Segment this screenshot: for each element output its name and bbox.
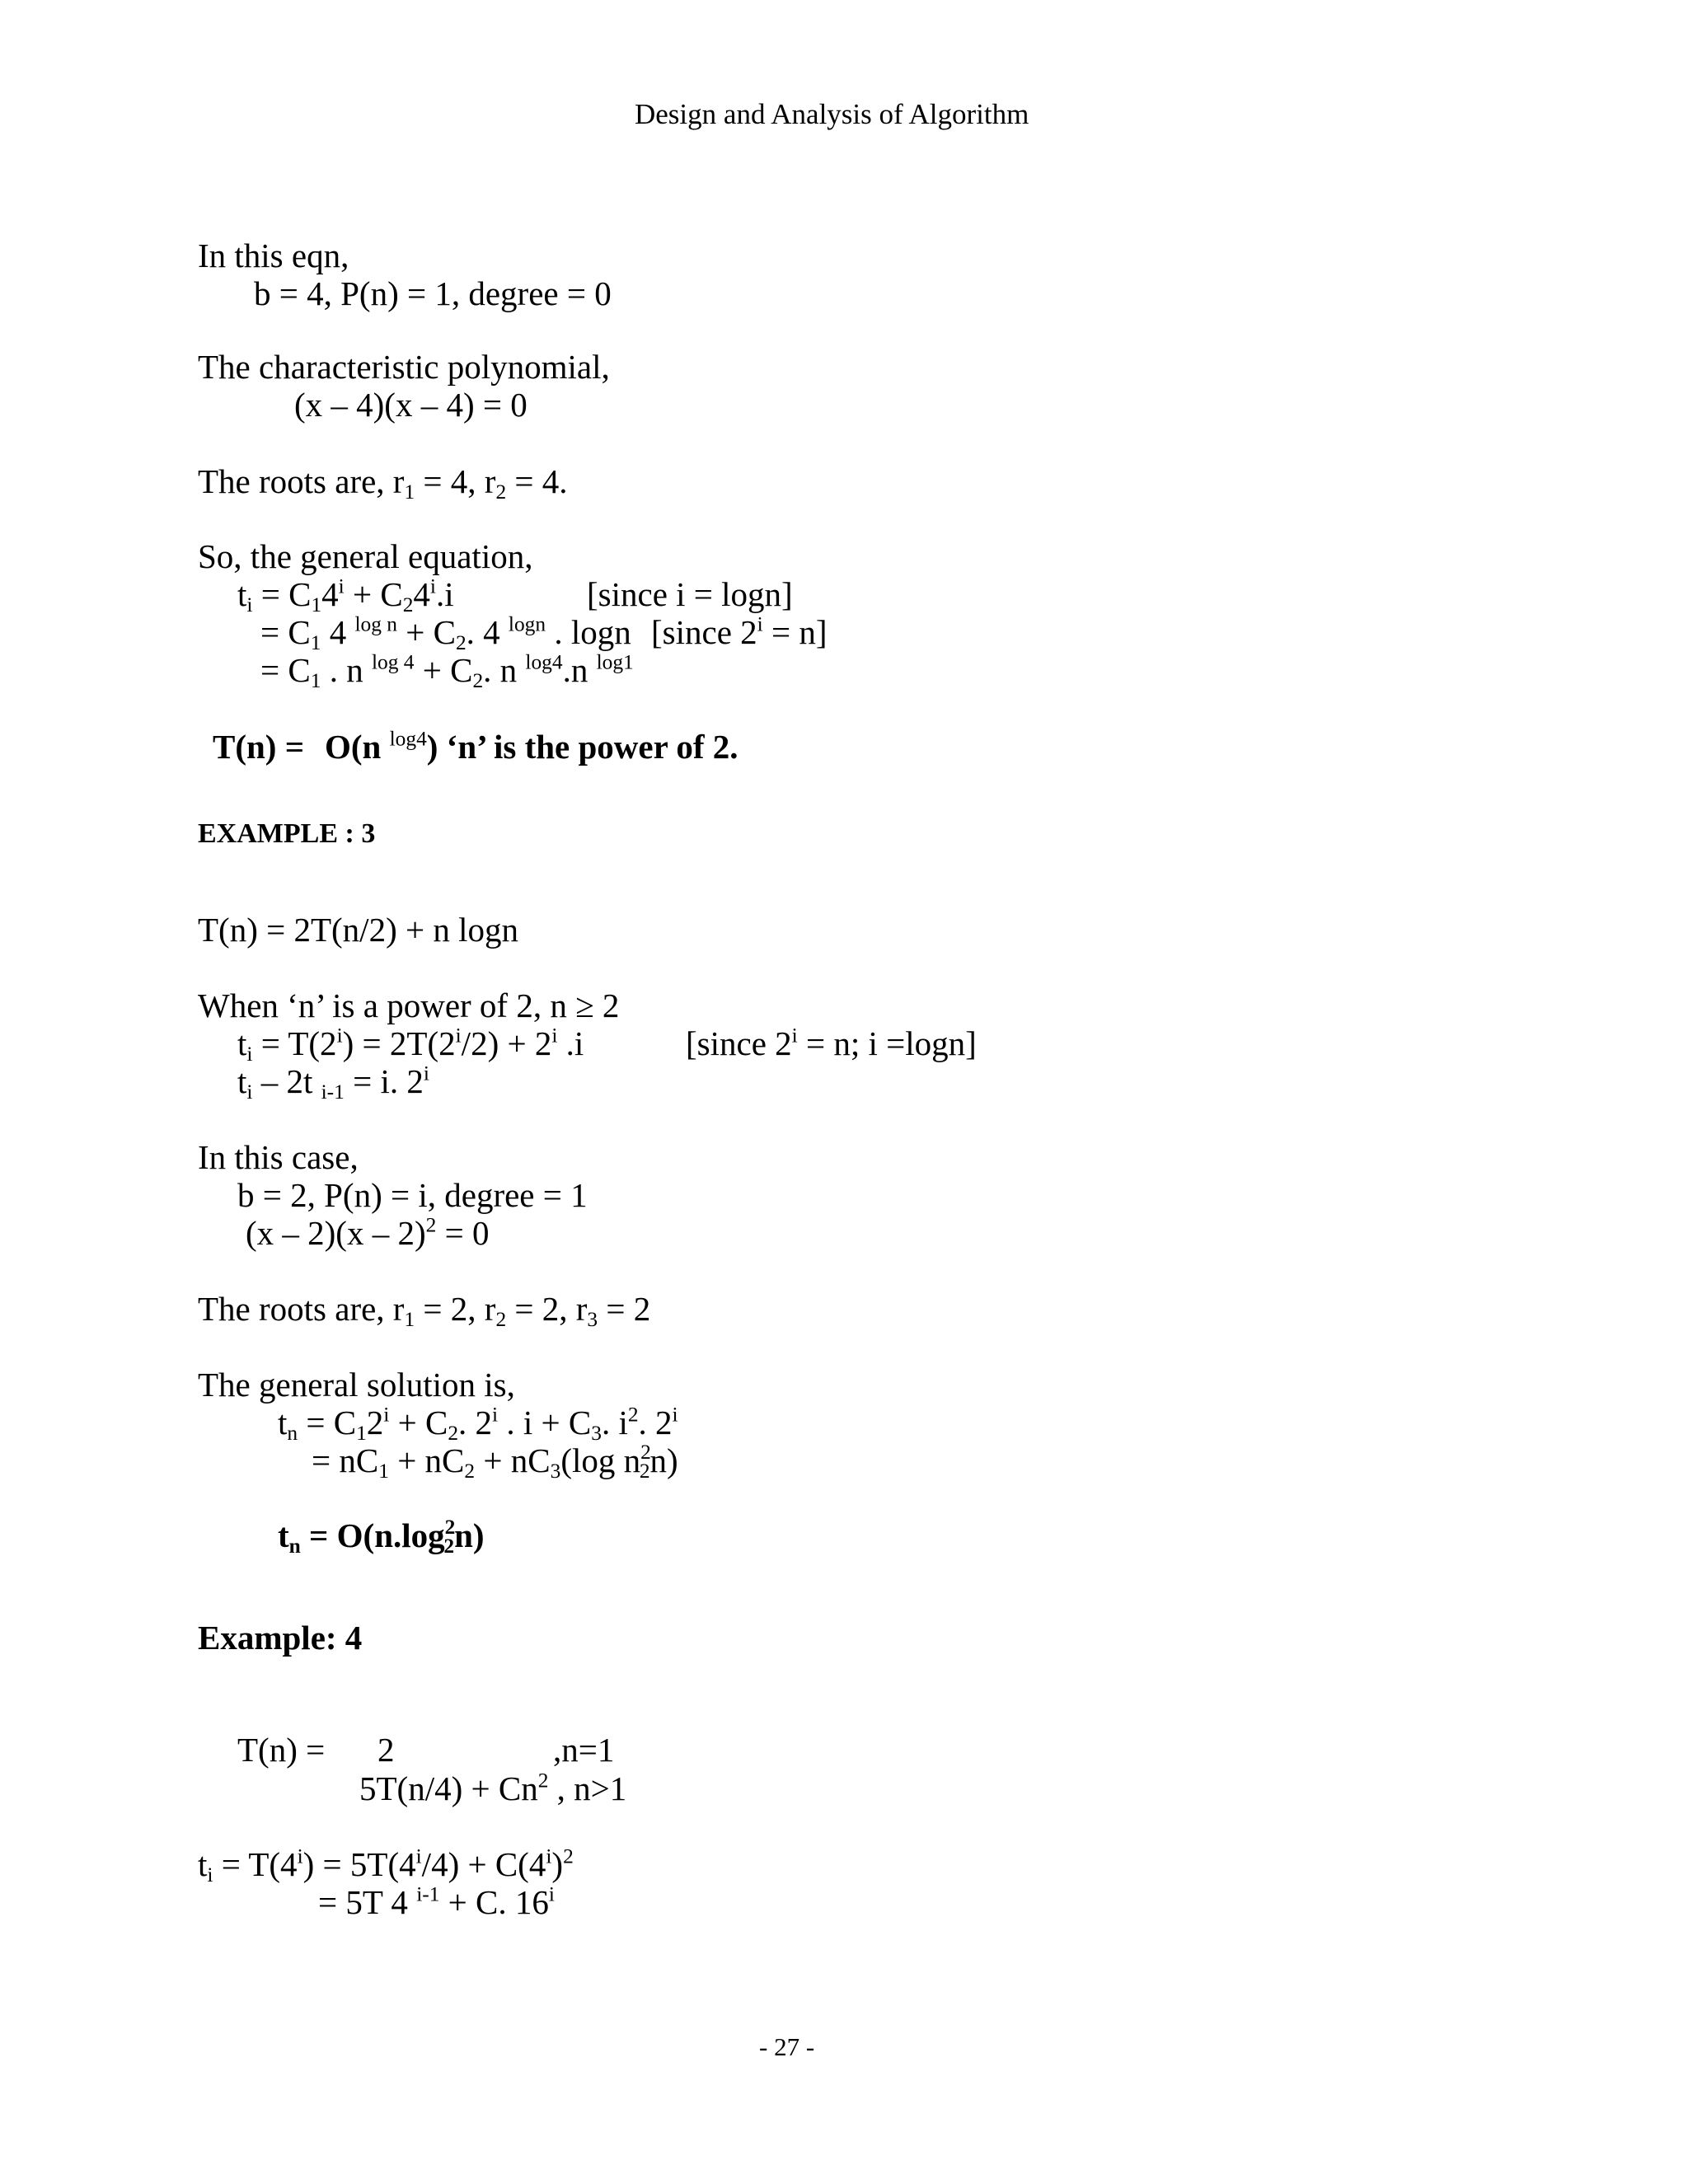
text: The roots are, r bbox=[198, 462, 405, 500]
text: (log n bbox=[560, 1441, 641, 1479]
text: + C bbox=[414, 651, 473, 689]
text: = 5T 4 bbox=[318, 1883, 417, 1921]
text-line: So, the general equation, bbox=[198, 537, 533, 575]
text: = C bbox=[252, 575, 312, 613]
text: 4 bbox=[321, 575, 339, 613]
subscript: 1 bbox=[356, 1422, 367, 1446]
superscript: i bbox=[415, 1844, 422, 1868]
subscript: 2 bbox=[464, 1460, 476, 1483]
subscript: 1 bbox=[404, 1308, 415, 1332]
superscript: log4 bbox=[525, 650, 563, 674]
subscript: 3 bbox=[587, 1308, 598, 1332]
text: The roots are, r bbox=[198, 1290, 405, 1328]
text: ) = 5T(4 bbox=[302, 1845, 416, 1883]
text: = 2, r bbox=[506, 1290, 588, 1328]
text: + nC bbox=[475, 1441, 551, 1479]
text: ) bbox=[551, 1845, 564, 1883]
text: + nC bbox=[388, 1441, 465, 1479]
superscript: i bbox=[455, 1024, 462, 1047]
text: + C bbox=[389, 1404, 448, 1441]
superscript: i bbox=[423, 1062, 429, 1085]
text: . i bbox=[601, 1404, 628, 1441]
superscript: i bbox=[336, 1024, 343, 1047]
equation-line bbox=[260, 650, 634, 693]
equation-line bbox=[359, 1769, 627, 1807]
result-line bbox=[278, 1516, 485, 1558]
equation-line bbox=[237, 1024, 584, 1066]
subscript: 2 bbox=[495, 480, 507, 504]
text: t bbox=[237, 1062, 247, 1100]
subscript: 2 bbox=[495, 1308, 507, 1332]
text: = i. 2 bbox=[344, 1062, 424, 1100]
text: = T(4 bbox=[213, 1845, 298, 1883]
superscript: i bbox=[297, 1844, 303, 1868]
text: .i bbox=[435, 575, 454, 613]
text: . logn bbox=[546, 613, 631, 651]
section-title: Example: 4 bbox=[198, 1619, 363, 1657]
superscript: log1 bbox=[596, 650, 634, 674]
subscript: 1 bbox=[311, 593, 322, 617]
text: + C bbox=[344, 575, 403, 613]
text: t bbox=[237, 575, 247, 613]
equation-line: (x – 4)(x – 4) = 0 bbox=[294, 386, 528, 424]
subscript: 2 bbox=[455, 631, 467, 655]
text: n) bbox=[649, 1441, 678, 1479]
text: . 4 bbox=[466, 613, 509, 651]
text: ) = 2T(2 bbox=[342, 1024, 456, 1062]
text: n) bbox=[454, 1516, 485, 1554]
text-line: In this eqn, bbox=[198, 237, 349, 274]
equation-line: T(n) = 2T(n/2) + n logn bbox=[198, 911, 518, 949]
text: = C bbox=[260, 651, 311, 689]
subscript: 2 bbox=[402, 593, 414, 617]
equation-line bbox=[198, 1844, 574, 1887]
text: t bbox=[278, 1516, 289, 1554]
text: = C bbox=[298, 1404, 357, 1441]
subscript: 1 bbox=[378, 1460, 389, 1483]
case-value: 2 bbox=[377, 1731, 395, 1769]
equation-line bbox=[312, 1441, 678, 1483]
superscript: 2 bbox=[627, 1403, 639, 1427]
superscript: i bbox=[548, 1882, 555, 1906]
text: /4) + C(4 bbox=[421, 1845, 546, 1883]
text: 2 bbox=[366, 1404, 384, 1441]
superscript: log 4 bbox=[371, 650, 415, 674]
text: ) ‘n’ is the power of 2. bbox=[426, 728, 738, 766]
text: O(n bbox=[325, 728, 390, 766]
text: = C bbox=[260, 613, 311, 651]
subscript: 2 bbox=[639, 1460, 650, 1483]
text: , n>1 bbox=[548, 1769, 627, 1807]
superscript: i bbox=[492, 1403, 499, 1427]
text: T(n) = bbox=[213, 728, 305, 766]
superscript: i bbox=[383, 1403, 390, 1427]
equation-lhs: T(n) = bbox=[237, 1731, 326, 1769]
text: .n bbox=[562, 651, 597, 689]
superscript: i bbox=[551, 1024, 558, 1047]
text-line bbox=[198, 462, 568, 504]
text: . i + C bbox=[498, 1404, 592, 1441]
page-number: - 27 - bbox=[759, 2032, 815, 2061]
subscript: 1 bbox=[310, 669, 321, 693]
text: 4 bbox=[321, 613, 355, 651]
text-line: The characteristic polynomial, bbox=[198, 348, 610, 386]
text: [since 2 bbox=[651, 613, 757, 651]
subscript: n bbox=[287, 1422, 298, 1446]
equation-line bbox=[237, 1062, 429, 1104]
superscript: i bbox=[338, 574, 345, 598]
subscript: 3 bbox=[591, 1422, 602, 1446]
subscript: 3 bbox=[550, 1460, 561, 1483]
text: (x – 2)(x – 2) bbox=[246, 1214, 426, 1252]
text: = 2, r bbox=[415, 1290, 496, 1328]
superscript: i-1 bbox=[416, 1882, 440, 1906]
text: . 2 bbox=[458, 1404, 493, 1441]
superscript: log n bbox=[354, 612, 397, 636]
text: = n] bbox=[762, 613, 828, 651]
text: = 2 bbox=[598, 1290, 651, 1328]
section-title: EXAMPLE : 3 bbox=[198, 818, 376, 849]
superscript: i bbox=[791, 1024, 798, 1047]
text: = n; i =logn] bbox=[797, 1024, 977, 1062]
text: t bbox=[237, 1024, 247, 1062]
superscript: 2 bbox=[640, 1441, 651, 1465]
text: . n bbox=[483, 651, 526, 689]
subscript: i-1 bbox=[321, 1080, 345, 1104]
text: = 4, r bbox=[415, 462, 496, 500]
text-line: The general solution is, bbox=[198, 1366, 515, 1404]
note: [since i = logn] bbox=[587, 575, 793, 613]
subscript: 1 bbox=[404, 480, 415, 504]
text: 5T(n/4) + Cn bbox=[359, 1769, 538, 1807]
text: = nC bbox=[312, 1441, 379, 1479]
subscript: 2 bbox=[443, 1535, 455, 1558]
equation-line: b = 2, P(n) = i, degree = 1 bbox=[237, 1176, 588, 1214]
superscript: log4 bbox=[389, 727, 427, 751]
text: = T(2 bbox=[252, 1024, 337, 1062]
superscript: i bbox=[546, 1844, 552, 1868]
superscript: 2 bbox=[425, 1213, 437, 1237]
subscript: i bbox=[207, 1863, 213, 1887]
note bbox=[686, 1024, 977, 1062]
superscript: 2 bbox=[563, 1844, 574, 1868]
superscript: i bbox=[757, 612, 763, 636]
subscript: i bbox=[246, 1043, 253, 1066]
subscript: 1 bbox=[310, 631, 321, 655]
text-line: When ‘n’ is a power of 2, n ≥ 2 bbox=[198, 987, 620, 1024]
superscript: logn bbox=[508, 612, 546, 636]
equation-line bbox=[278, 1403, 678, 1446]
case-condition: ,n=1 bbox=[553, 1731, 615, 1769]
superscript: i bbox=[429, 574, 436, 598]
subscript: i bbox=[246, 593, 253, 617]
text: . 2 bbox=[638, 1404, 673, 1441]
text: /2) + 2 bbox=[461, 1024, 552, 1062]
superscript: 2 bbox=[537, 1769, 549, 1793]
text: + C. 16 bbox=[439, 1883, 549, 1921]
equation-line bbox=[318, 1882, 555, 1921]
subscript: 2 bbox=[472, 669, 484, 693]
equation-line bbox=[237, 574, 454, 617]
text: + C bbox=[396, 613, 456, 651]
text: = 4. bbox=[506, 462, 568, 500]
note bbox=[651, 612, 828, 651]
subscript: i bbox=[246, 1080, 253, 1104]
subscript: n bbox=[288, 1535, 301, 1558]
text: = 0 bbox=[436, 1214, 490, 1252]
text: = O(n.log bbox=[300, 1516, 445, 1554]
text: 4 bbox=[413, 575, 430, 613]
text-line: b = 4, P(n) = 1, degree = 0 bbox=[254, 274, 612, 312]
result-line bbox=[325, 727, 738, 766]
subscript: 2 bbox=[448, 1422, 459, 1446]
equation-line bbox=[246, 1213, 490, 1252]
superscript: i bbox=[672, 1403, 678, 1427]
text: .i bbox=[557, 1024, 584, 1062]
text: [since 2 bbox=[686, 1024, 792, 1062]
page-header: Design and Analysis of Algorithm bbox=[635, 98, 1029, 130]
text: . n bbox=[321, 651, 372, 689]
text: – 2t bbox=[252, 1062, 321, 1100]
equation-line bbox=[260, 612, 631, 655]
superscript: 2 bbox=[444, 1516, 456, 1540]
result-line bbox=[213, 730, 304, 764]
text-line bbox=[198, 1290, 651, 1332]
text: t bbox=[278, 1404, 288, 1441]
text-line: In this case, bbox=[198, 1138, 359, 1176]
text: t bbox=[198, 1845, 208, 1883]
